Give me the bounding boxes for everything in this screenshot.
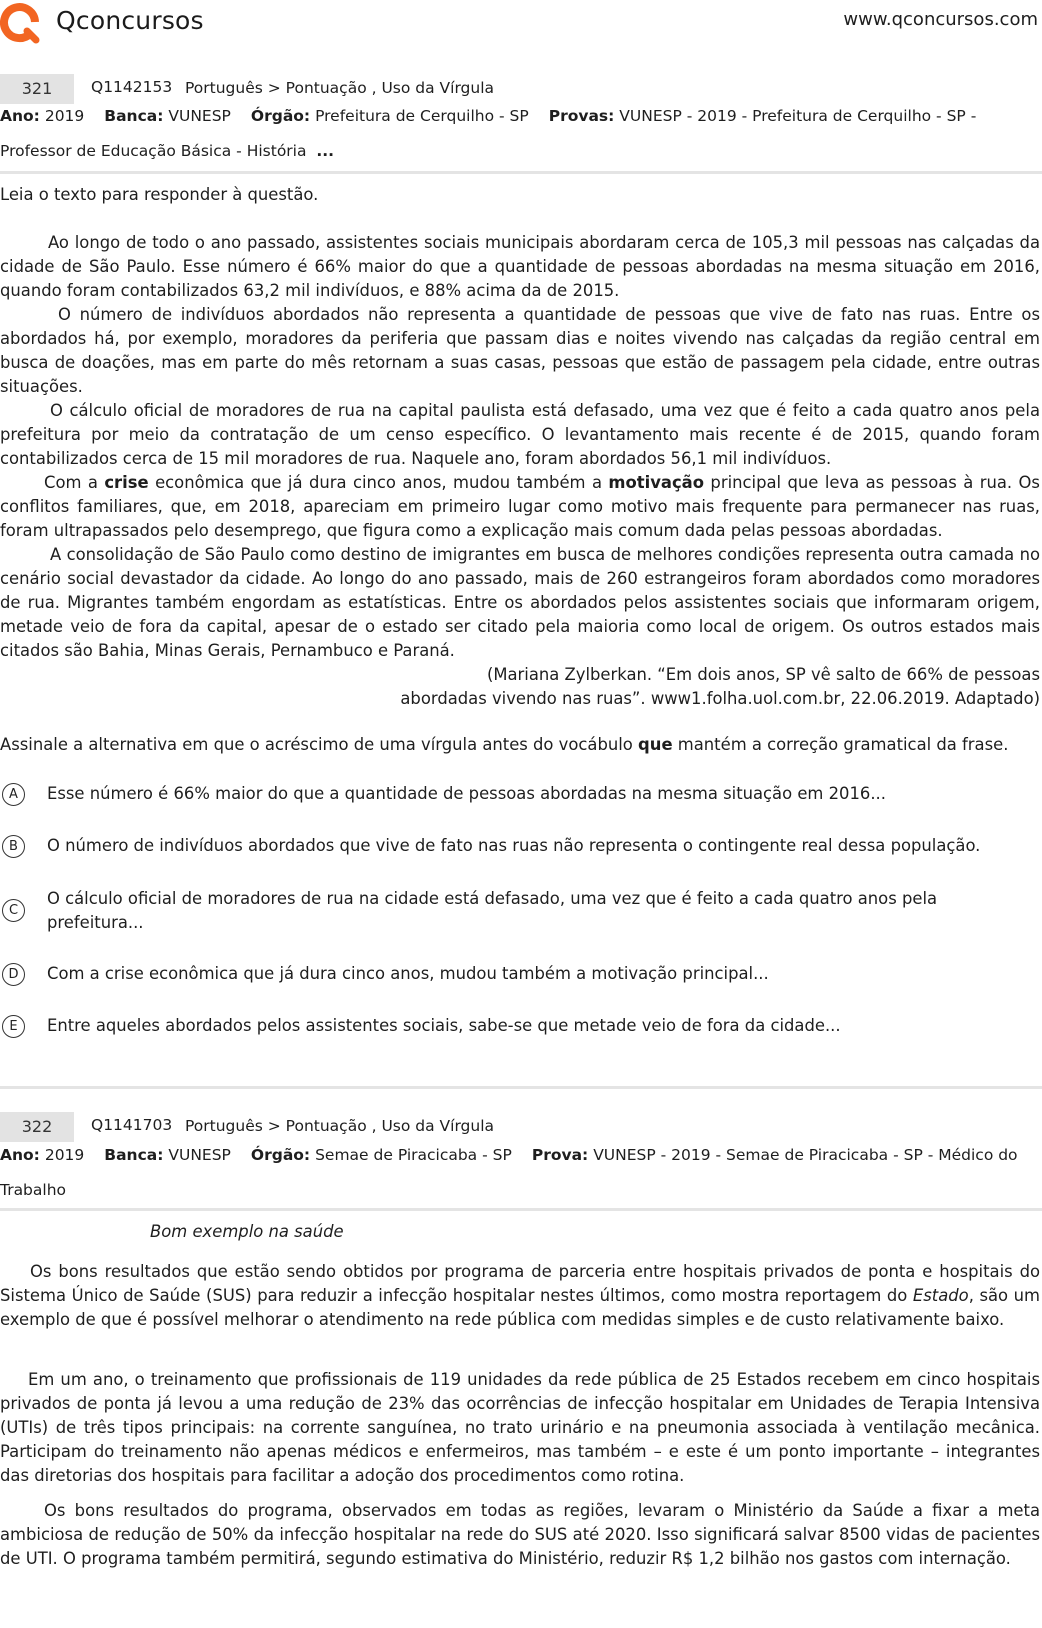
question-meta <box>0 99 1038 169</box>
text-paragraph-2: Em um ano, o treinamento que profissionais de 119 unidades da rede pública de 25 Estados recebem em cinco hospitais privados de ponta já levou a uma redução de 23% das ocorrências de infecção hospitalar em Unidades de Terapia Intensiva (UTIs) de três tipos principais: na corrente sanguínea, no trato urinário e na pneumonia associada à ventilação mecânica. Participam do treinamento não apenas médicos e enfermeiros, mas também – e este é um ponto importante – integrantes das diretorias dos hospitais para facilitar a adoção dos procedimentos como rotina. <box>0 1370 1040 1485</box>
divider <box>0 1208 1042 1211</box>
option-letter-e[interactable]: E <box>2 1015 25 1038</box>
meta-banca: VUNESP <box>168 107 231 125</box>
text-paragraph-3: Os bons resultados do programa, observados em todas as regiões, levaram o Ministério da Saúde a fixar a meta ambiciosa de redução de 50% da infecção hospitalar na rede do SUS até 2020. Isso significará salvar 8500 vidas de pacientes de UTI. O programa também permitirá, segundo estimativa do Ministério, reduzir R$ 1,2 bilhão nos gastos com internação. <box>0 1501 1040 1568</box>
question-number: 321 <box>0 74 74 104</box>
question-separator <box>0 1086 1042 1089</box>
question-id[interactable]: Q1141703 <box>91 1116 173 1134</box>
qconcursos-logo-icon[interactable] <box>0 0 44 44</box>
question-text <box>0 183 1040 711</box>
option-text-b[interactable]: O número de indivíduos abordados que vive de fato nas ruas não representa o contingente real dessa população. <box>47 836 981 855</box>
intro-text: Leia o texto para responder à questão. <box>0 185 319 204</box>
text-paragraph-2: O número de indivíduos abordados não representa a quantidade de pessoas que vive de fato nas ruas. Entre os abordados há, por exemplo, moradores da periferia que passam dias e noites vivendo nas calçadas da região central em busca de doações, mas em parte do mês retornam a suas casas, pessoas que estão de passagem pela cidade, entre outras situações. <box>0 305 1040 396</box>
text-paragraph-1: Os bons resultados que estão sendo obtidos por programa de parceria entre hospitais privados de ponta e hospitais do Sistema Único de Saúde (SUS) para reduzir a infecção hospitalar nestes últimos, como mostra reportagem do Estado, são um exemplo de que é possível melhorar o atendimento na rede pública com medidas simples e de custo relativamente baixo. <box>0 1262 1040 1329</box>
option-text-a[interactable]: Esse número é 66% maior do que a quantidade de pessoas abordadas na mesma situação em 2016... <box>47 784 886 803</box>
meta-ano: 2019 <box>44 107 85 125</box>
meta-orgao-label: Órgão: <box>250 1146 311 1164</box>
meta-banca-label: Banca: <box>104 107 164 125</box>
logo-text[interactable]: Qconcursos <box>56 6 204 35</box>
question-id[interactable]: Q1142153 <box>91 78 173 96</box>
site-url[interactable]: www.qconcursos.com <box>843 9 1038 30</box>
option-letter-b[interactable]: B <box>2 835 25 858</box>
meta-ano-label: Ano: <box>0 107 40 125</box>
text-paragraph-1: Ao longo de todo o ano passado, assistentes sociais municipais abordaram cerca de 105,3 mil pessoas nas calçadas da cidade de São Paulo. Esse número é 66% maior do que a quantidade de pessoas abordadas na mesma situação em 2016, quando foram contabilizados 63,2 mil indivíduos, e 88% acima da de 2015. <box>0 233 1040 300</box>
option-letter-c[interactable]: C <box>2 899 25 922</box>
source-line-2: abordadas vivendo nas ruas”. www1.folha.uol.com.br, 22.06.2019. Adaptado) <box>400 689 1040 708</box>
meta-provas-label: Provas: <box>548 107 615 125</box>
option-text-e[interactable]: Entre aqueles abordados pelos assistentes sociais, sabe-se que metade veio de fora da cidade... <box>47 1016 841 1035</box>
text-source <box>0 663 1040 711</box>
meta-prova: VUNESP - 2019 - Semae de Piracicaba - SP - Médico do Trabalho <box>0 1146 1018 1199</box>
text-paragraph-4: Com a crise econômica que já dura cinco anos, mudou também a motivação principal que leva as pessoas à rua. Os conflitos familiares, que, em 2018, apareciam em primeiro lugar como motivo mais frequente para permanecer nas ruas, foram ultrapassados pelo desemprego, que figura como a explicação mais comum dada pelas pessoas abordadas. <box>0 473 1040 540</box>
option-text-c[interactable]: O cálculo oficial de moradores de rua na cidade está defasado, uma vez que é feito a cada quatro anos pela prefeitura... <box>47 889 938 932</box>
meta-orgao: Prefeitura de Cerquilho - SP <box>315 107 529 125</box>
bold-word-que: que <box>638 735 673 754</box>
page-header <box>0 0 1042 50</box>
question-number: 322 <box>0 1112 74 1142</box>
bold-word-crise: crise <box>104 473 149 492</box>
meta-more[interactable]: ... <box>316 142 335 160</box>
text-paragraph-5: A consolidação de São Paulo como destino de imigrantes em busca de melhores condições representa outra camada no cenário social devastador da cidade. Ao longo do ano passado, mais de 260 estrangeiros foram abordados como moradores de rua. Migrantes também engordam as estatísticas. Entre os abordados pelos assistentes sociais que informaram origem, metade veio de fora da capital, apesar de o estado ser citado pela maioria como local de origem. Os outros estados mais citados são Bahia, Minas Gerais, Pernambuco e Paraná. <box>0 545 1040 660</box>
text-title: Bom exemplo na saúde <box>150 1222 344 1241</box>
option-letter-a[interactable]: A <box>2 783 25 806</box>
meta-banca-label: Banca: <box>104 1146 164 1164</box>
meta-banca: VUNESP <box>168 1146 231 1164</box>
meta-orgao-label: Órgão: <box>250 107 311 125</box>
meta-ano: 2019 <box>44 1146 85 1164</box>
text-paragraph-3: O cálculo oficial de moradores de rua na capital paulista está defasado, uma vez que é feito a cada quatro anos pela prefeitura por meio da contratação de um censo específico. O levantamento mais recente é de 2015, quando foram contabilizados cerca de 15 mil moradores de rua. Naquele ano, foram abordados 56,1 mil indivíduos. <box>0 401 1040 468</box>
question-meta <box>0 1138 1038 1208</box>
bold-word-motivacao: motivação <box>608 473 704 492</box>
meta-orgao: Semae de Piracicaba - SP <box>315 1146 512 1164</box>
meta-ano-label: Ano: <box>0 1146 40 1164</box>
meta-prova-label: Prova: <box>531 1146 589 1164</box>
question-stem: Assinale a alternativa em que o acréscimo de uma vírgula antes do vocábulo que mantém a correção gramatical da frase. <box>0 735 1009 754</box>
italic-word-estado: Estado <box>912 1286 969 1305</box>
source-line-1: (Mariana Zylberkan. “Em dois anos, SP vê salto de 66% de pessoas <box>486 665 1040 684</box>
option-letter-d[interactable]: D <box>2 963 25 986</box>
option-text-d[interactable]: Com a crise econômica que já dura cinco anos, mudou também a motivação principal... <box>47 964 769 983</box>
question-subject[interactable]: Português > Pontuação , Uso da Vírgula <box>185 79 495 97</box>
meta-provas: VUNESP - 2019 - Prefeitura de Cerquilho - SP - Professor de Educação Básica - História <box>0 107 977 160</box>
question-subject[interactable]: Português > Pontuação , Uso da Vírgula <box>185 1117 495 1135</box>
divider <box>0 171 1042 174</box>
